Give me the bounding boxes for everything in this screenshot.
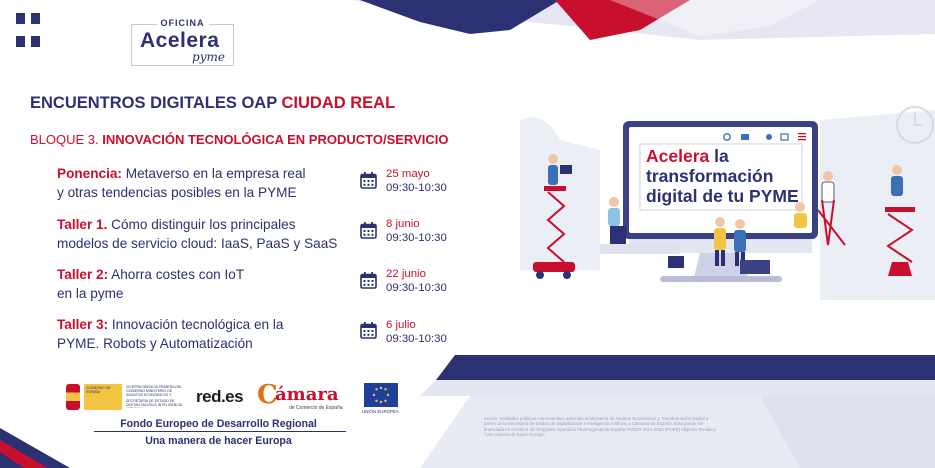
- session-title-line1: Cómo distinguir los principales: [107, 217, 296, 232]
- session-label: Taller 1.: [57, 217, 108, 232]
- camara-sub: de Comercio de España: [289, 405, 343, 411]
- screen-line1: la: [709, 146, 729, 166]
- screen-message: [646, 146, 806, 206]
- session-label: Taller 2:: [57, 267, 109, 282]
- fondo-divider: [94, 431, 346, 432]
- session-date-day: 22 junio: [386, 268, 426, 280]
- session-title-line2: modelos de servicio cloud: IaaS, PaaS y SaaS: [57, 236, 338, 251]
- gov-text-1: GOBIERNO DE ESPAÑA: [86, 386, 111, 394]
- eu-logo: [364, 383, 398, 415]
- fondo-line-1: Fondo Europeo de Desarrollo Regional: [120, 418, 317, 430]
- session-date-day: 8 junio: [386, 218, 420, 230]
- title-accent: CIUDAD REAL: [281, 94, 396, 112]
- camara-initial: C: [257, 380, 278, 410]
- bloque-name: INNOVACIÓN TECNOLÓGICA EN PRODUCTO/SERVICIO: [102, 132, 449, 147]
- session-title-line2: y otras tendencias posibles en la PYME: [57, 185, 297, 200]
- screen-accent: Acelera: [646, 146, 710, 166]
- session-date-time: 09:30-10:30: [386, 282, 447, 294]
- session-date-time: 09:30-10:30: [386, 182, 447, 194]
- fondo-line-2: Una manera de hacer Europa: [145, 435, 292, 447]
- logo-sub-text: pyme: [192, 50, 225, 64]
- session-date-day: 25 mayo: [386, 168, 430, 180]
- title-main: ENCUENTROS DIGITALES OAP: [30, 94, 282, 112]
- session-date-time: 09:30-10:30: [386, 333, 447, 345]
- camara-logo: [257, 380, 349, 413]
- logo-top-text: OFICINA: [157, 18, 209, 28]
- eu-label: UNIÓN EUROPEA: [362, 409, 399, 414]
- session-title-line1: Innovación tecnológica en la: [108, 317, 284, 332]
- session-date-time: 09:30-10:30: [386, 232, 447, 244]
- coat-of-arms-icon: [66, 384, 80, 410]
- gov-text-3: SECRETARÍA DE ESTADO DE DIGITALIZACIÓN E INTELIGENCIA: [126, 399, 182, 407]
- redes-logo: red.es: [196, 387, 244, 406]
- session-label: Taller 3:: [57, 317, 109, 332]
- gov-text-2: VICEPRESIDENCIA PRIMERA DEL GOBIERNO MINISTERIO DE ASUNTOS ECONÓMICOS Y: [126, 385, 183, 397]
- camara-name: ámara: [275, 384, 339, 405]
- fine-print: Acción: entidades públicas empresariales adscritas al Ministerio de Asuntos Económicos y Transformación Digital a través de la Secretaría de Estado de Digitalización e Inteligencia Artificial, y Cámaras de España. Este puede ser financiado en el marco del Programa Operativo Plurirregional de España FEDER 2014-2020 (POPE) Objetivo Temático "Una manera de hacer Europa".: [484, 416, 717, 438]
- bloque-prefix: BLOQUE 3.: [30, 132, 103, 147]
- gobierno-logo: [66, 384, 190, 410]
- session-title-line1: Ahorra costes con IoT: [108, 267, 245, 282]
- session-title-line2: PYME. Robots y Automatización: [57, 336, 253, 351]
- screen-line3: digital de tu PYME: [646, 186, 799, 206]
- session-label: Ponencia:: [57, 166, 122, 181]
- session-date-day: 6 julio: [386, 319, 416, 331]
- screen-line2: transformación: [646, 166, 774, 186]
- session-title-line2: en la pyme: [57, 286, 124, 301]
- session-title-line1: Metaverso en la empresa real: [121, 166, 306, 181]
- eu-flag-icon: [364, 383, 398, 407]
- logo-main-text: Acelera: [140, 29, 220, 52]
